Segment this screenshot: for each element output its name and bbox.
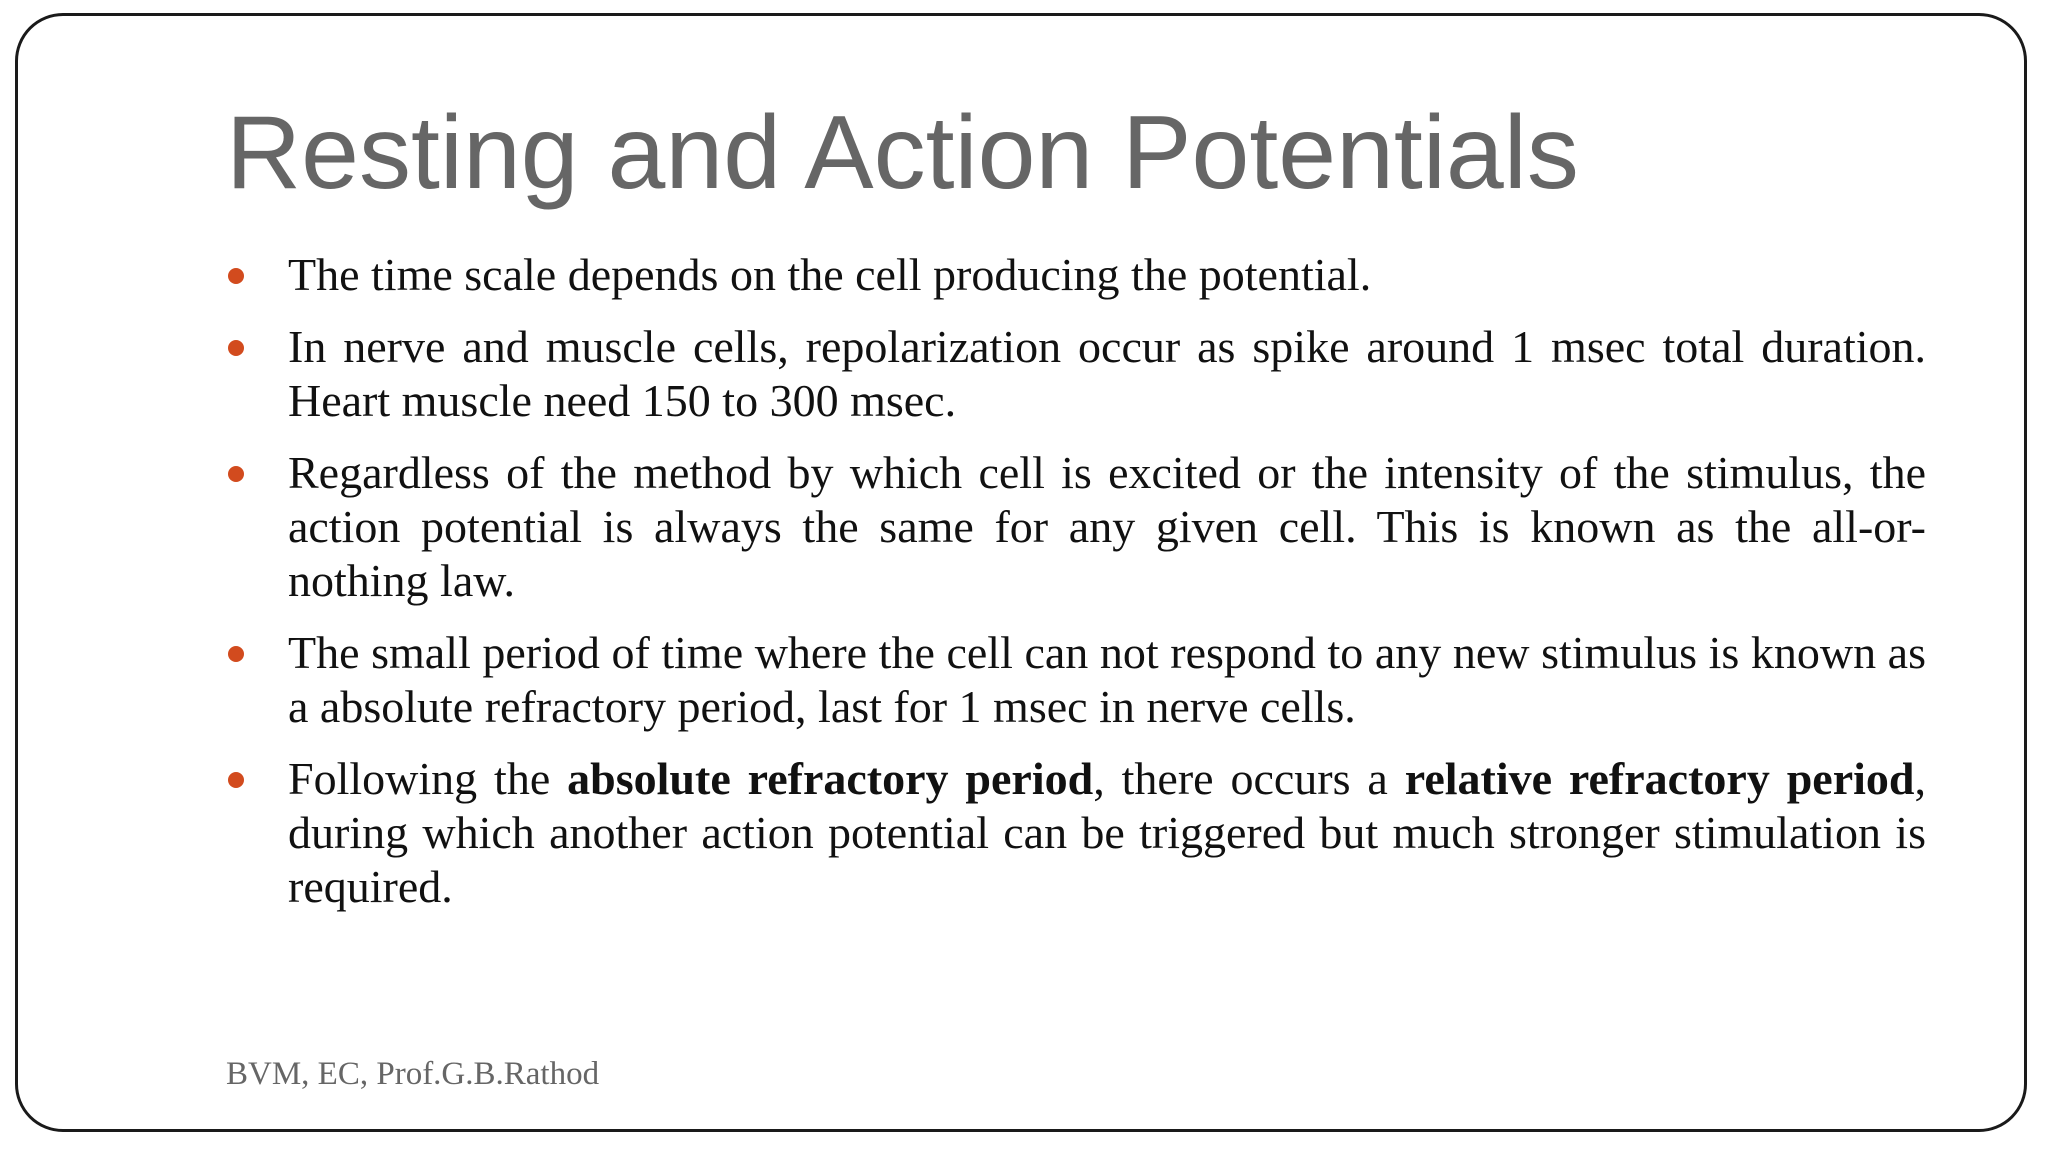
bullet-item [226,320,1926,428]
bullet-dot-icon [228,646,244,662]
slide-footer: BVM, EC, Prof.G.B.Rathod [226,1056,600,1092]
bullet-text-run: , during which another action potential can be triggered but much stronger stimulation is required. [288,753,1927,912]
bullet-text [288,249,1371,300]
bullet-dot-icon [228,340,244,356]
bullet-text-run: , there occurs a [1093,753,1405,804]
bullet-item [226,626,1926,734]
bullet-dot-icon [228,466,244,482]
bullet-text [288,447,1926,606]
bullet-text-run: In nerve and muscle cells, repolarization occur as spike around 1 msec total duration. Heart muscle need 150 to 300 msec. [288,321,1926,426]
bullet-dot-icon [228,268,244,284]
bullet-text-run: The time scale depends on the cell producing the potential. [288,249,1372,300]
bullet-text-run: Regardless of the method by which cell is excited or the intensity of the stimulus, the action potential is always the same for any given cell. This is known as the all-or-nothing law. [288,447,1926,606]
bullet-dot-icon [228,772,244,788]
bullet-bold-run: absolute refractory period [567,753,1094,804]
bullet-item [226,752,1926,914]
bullet-text [288,753,1926,912]
bullet-list [226,248,1926,932]
slide-title: Resting and Action Potentials [226,95,1579,211]
bullet-text [288,321,1926,426]
bullet-item [226,446,1926,608]
bullet-item [226,248,1926,302]
bullet-text [288,627,1926,732]
bullet-bold-run: relative refractory period [1404,753,1915,804]
bullet-text-run: The small period of time where the cell can not respond to any new stimulus is known as a absolute refractory period, last for 1 msec in nerve cells. [288,627,1926,732]
bullet-text-run: Following the [288,753,568,804]
